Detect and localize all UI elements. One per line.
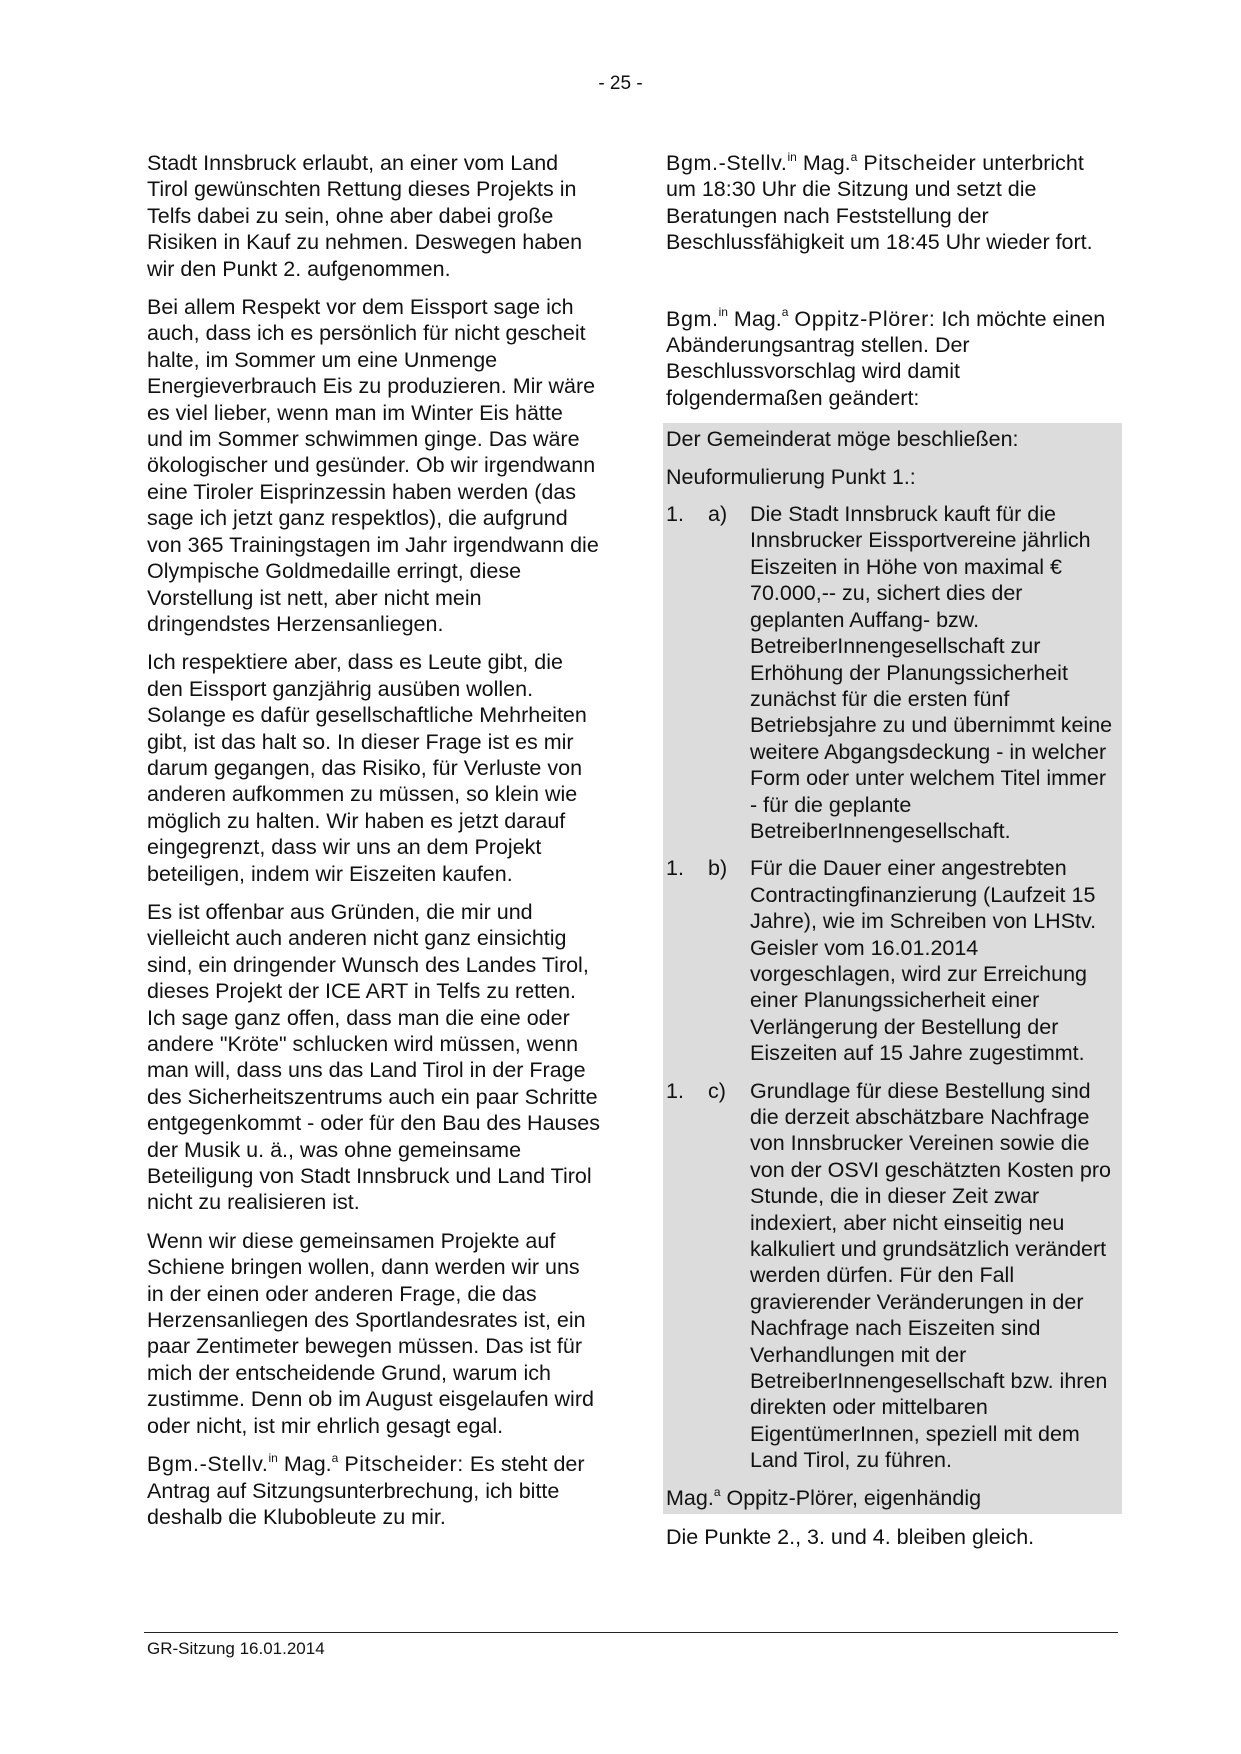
paragraph: Stadt Innsbruck erlaubt, an einer vom Land Tirol gewünschten Rettung dieses Projekts in Telfs dabei zu sein, ohne aber dabei große Risiken in Kauf zu nehmen. Deswegen haben wir den Punkt 2. aufgenommen.: [147, 151, 583, 281]
item-number: 1.: [666, 502, 684, 527]
signature-degree: Mag.: [666, 1485, 714, 1510]
interruption-text: unterbricht um 18:30 Uhr die Sitzung und setzt die Beratungen nach Feststellung der Beschlussfähigkeit um 18:45 Uhr wieder fort.: [666, 151, 1093, 255]
speaker-title-sup: in: [718, 305, 728, 320]
speech-paragraph: [147, 1451, 600, 1530]
item-letter: a): [708, 502, 728, 527]
item-text: Die Stadt Innsbruck kauft für die Innsbrucker Eissportvereine jährlich Eiszeiten in Höhe von maximal € 70.000,-- zu, sichert dies der geplanten Auffang- bzw. BetreiberInnengesellschaft zur Erhöhung der Planungssicherheit zunächst für die ersten fünf Betriebsjahre zu und übernimmt keine weitere Abgangsdeckung - in welcher Form oder unter welchem Titel immer - für die geplante BetreiberInnengesellschaft.: [750, 502, 1113, 843]
speaker-title-sup: in: [787, 149, 797, 164]
speaker-name: Oppitz-Plörer:: [794, 306, 936, 331]
item-letter: b): [708, 856, 728, 881]
motion-item: [666, 501, 1119, 844]
speaker-degree: Mag.: [802, 151, 851, 175]
interruption-paragraph: [666, 150, 1119, 256]
item-number: 1.: [666, 1078, 684, 1103]
speaker-title: Bgm.-Stellv.: [666, 151, 788, 175]
signature-text: Oppitz-Plörer, eigenhändig: [726, 1485, 982, 1510]
paragraph: Wenn wir diese gemeinsamen Projekte auf Schiene bringen wollen, dann werden wir uns in der einen oder anderen Frage, die das Herzensanliegen des Sportlandesrates ist, ein paar Zentimeter bewegen müssen. Das ist für mich der entscheidende Grund, warum ich zustimme. Denn ob im August eisgelaufen wird oder nicht, ist mir ehrlich gesagt egal.: [147, 1228, 594, 1438]
speech-paragraph: [666, 306, 1119, 412]
speaker-degree: Mag.: [733, 306, 782, 331]
speaker-title: Bgm.-Stellv.: [147, 1452, 269, 1477]
paragraph: Bei allem Respekt vor dem Eissport sage ich auch, dass ich es persönlich für nicht gescheit halte, im Sommer um eine Unmenge Energieverbrauch Eis zu produzieren. Mir wäre es viel lieber, wenn man im Winter Eis hätte und im Sommer schwimmen ginge. Das wäre ökologischer und gesünder. Ob wir irgendwann eine Tiroler Eisprinzessin haben werden (das sage ich jetzt ganz respektlos), die aufgrund von 365 Trainingstagen im Jahr irgendwann die Olympische Goldmedaille erringt, diese Vorstellung ist nett, aber nicht mein dringendstes Herzensanliegen.: [147, 295, 599, 636]
item-text: Grundlage für diese Bestellung sind die derzeit abschätzbare Nachfrage von Innsbrucker Vereinen sowie die von der OSVI geschätzten Kosten pro Stunde, die in dieser Zeit zwar indexiert, aber nicht einseitig neu kalkuliert und grundsätzlich verändert werden dürfen. Für den Fall gravierender Veränderungen in der Nachfrage nach Eiszeiten sind Verhandlungen mit der BetreiberInnengesellschaft bzw. ihren direkten oder mittelbaren EigentümerInnen, speziell mit dem Land Tirol, zu führen.: [750, 1078, 1111, 1473]
speaker-degree-sup: a: [781, 305, 789, 320]
signature-degree-sup: a: [713, 1484, 721, 1499]
speaker-name: Pitscheider: [863, 151, 977, 175]
speech-text: Es steht der Antrag auf Sitzungsunterbrechung, ich bitte deshalb die Klubobleute zu mir.: [147, 1452, 585, 1529]
footer-divider: [144, 1632, 1118, 1633]
speaker-name: Pitscheider:: [344, 1452, 464, 1477]
motion-subtitle: Neuformulierung Punkt 1.:: [666, 464, 916, 489]
paragraph: Ich respektiere aber, dass es Leute gibt, die den Eissport ganzjährig ausüben wollen. Solange es dafür gesellschaftliche Mehrheiten gibt, ist das halt so. In dieser Frage ist es mir darum gegangen, das Risiko, für Verluste von anderen aufkommen zu müssen, so klein wie möglich zu halten. Wir haben es jetzt darauf eingegrenzt, dass wir uns an dem Projekt beteiligen, indem wir Eiszeiten kaufen.: [147, 650, 587, 886]
item-text: Für die Dauer einer angestrebten Contractingfinanzierung (Laufzeit 15 Jahre), wie im Schreiben von LHStv. Geisler vom 16.01.2014 vorgeschlagen, wird zur Erreichung einer Planungssicherheit einer Verlängerung der Bestellung der Eiszeiten auf 15 Jahre zugestimmt.: [750, 856, 1097, 1066]
right-column: [666, 150, 1119, 1563]
spacer: [666, 268, 1119, 306]
footer-text: GR-Sitzung 16.01.2014: [147, 1639, 325, 1658]
page-number: - 25 -: [598, 73, 643, 94]
speech-text: Ich möchte einen Abänderungsantrag stellen. Der Beschlussvorschlag wird damit folgendermaßen geändert:: [666, 306, 1106, 410]
speaker-degree: Mag.: [283, 1452, 332, 1477]
left-column: [147, 150, 600, 1542]
speaker-degree-sup: a: [331, 1450, 339, 1465]
motion-item: [666, 855, 1119, 1066]
closing-paragraph: Die Punkte 2., 3. und 4. bleiben gleich.: [666, 1525, 1035, 1550]
speaker-degree-sup: a: [850, 149, 858, 164]
paragraph: Es ist offenbar aus Gründen, die mir und vielleicht auch anderen nicht ganz einsichtig sind, ein dringender Wunsch des Landes Tirol, dieses Projekt der ICE ART in Telfs zu retten. Ich sage ganz offen, dass man die eine oder andere "Kröte" schlucken wird müssen, wenn man will, dass uns das Land Tirol in der Frage des Sicherheitszentrums auch ein paar Schritte entgegenkommt - oder für den Bau des Hauses der Musik u. ä., was ohne gemeinsame Beteiligung von Stadt Innsbruck und Land Tirol nicht zu realisieren ist.: [147, 899, 600, 1215]
speaker-title-sup: in: [268, 1450, 278, 1465]
item-number: 1.: [666, 856, 684, 881]
motion-item: [666, 1078, 1119, 1474]
motion-intro: Der Gemeinderat möge beschließen:: [666, 427, 1019, 452]
item-letter: c): [708, 1078, 726, 1103]
motion-signature: [666, 1485, 1119, 1514]
motion-box: [663, 423, 1122, 1514]
speaker-title: Bgm.: [666, 306, 719, 331]
